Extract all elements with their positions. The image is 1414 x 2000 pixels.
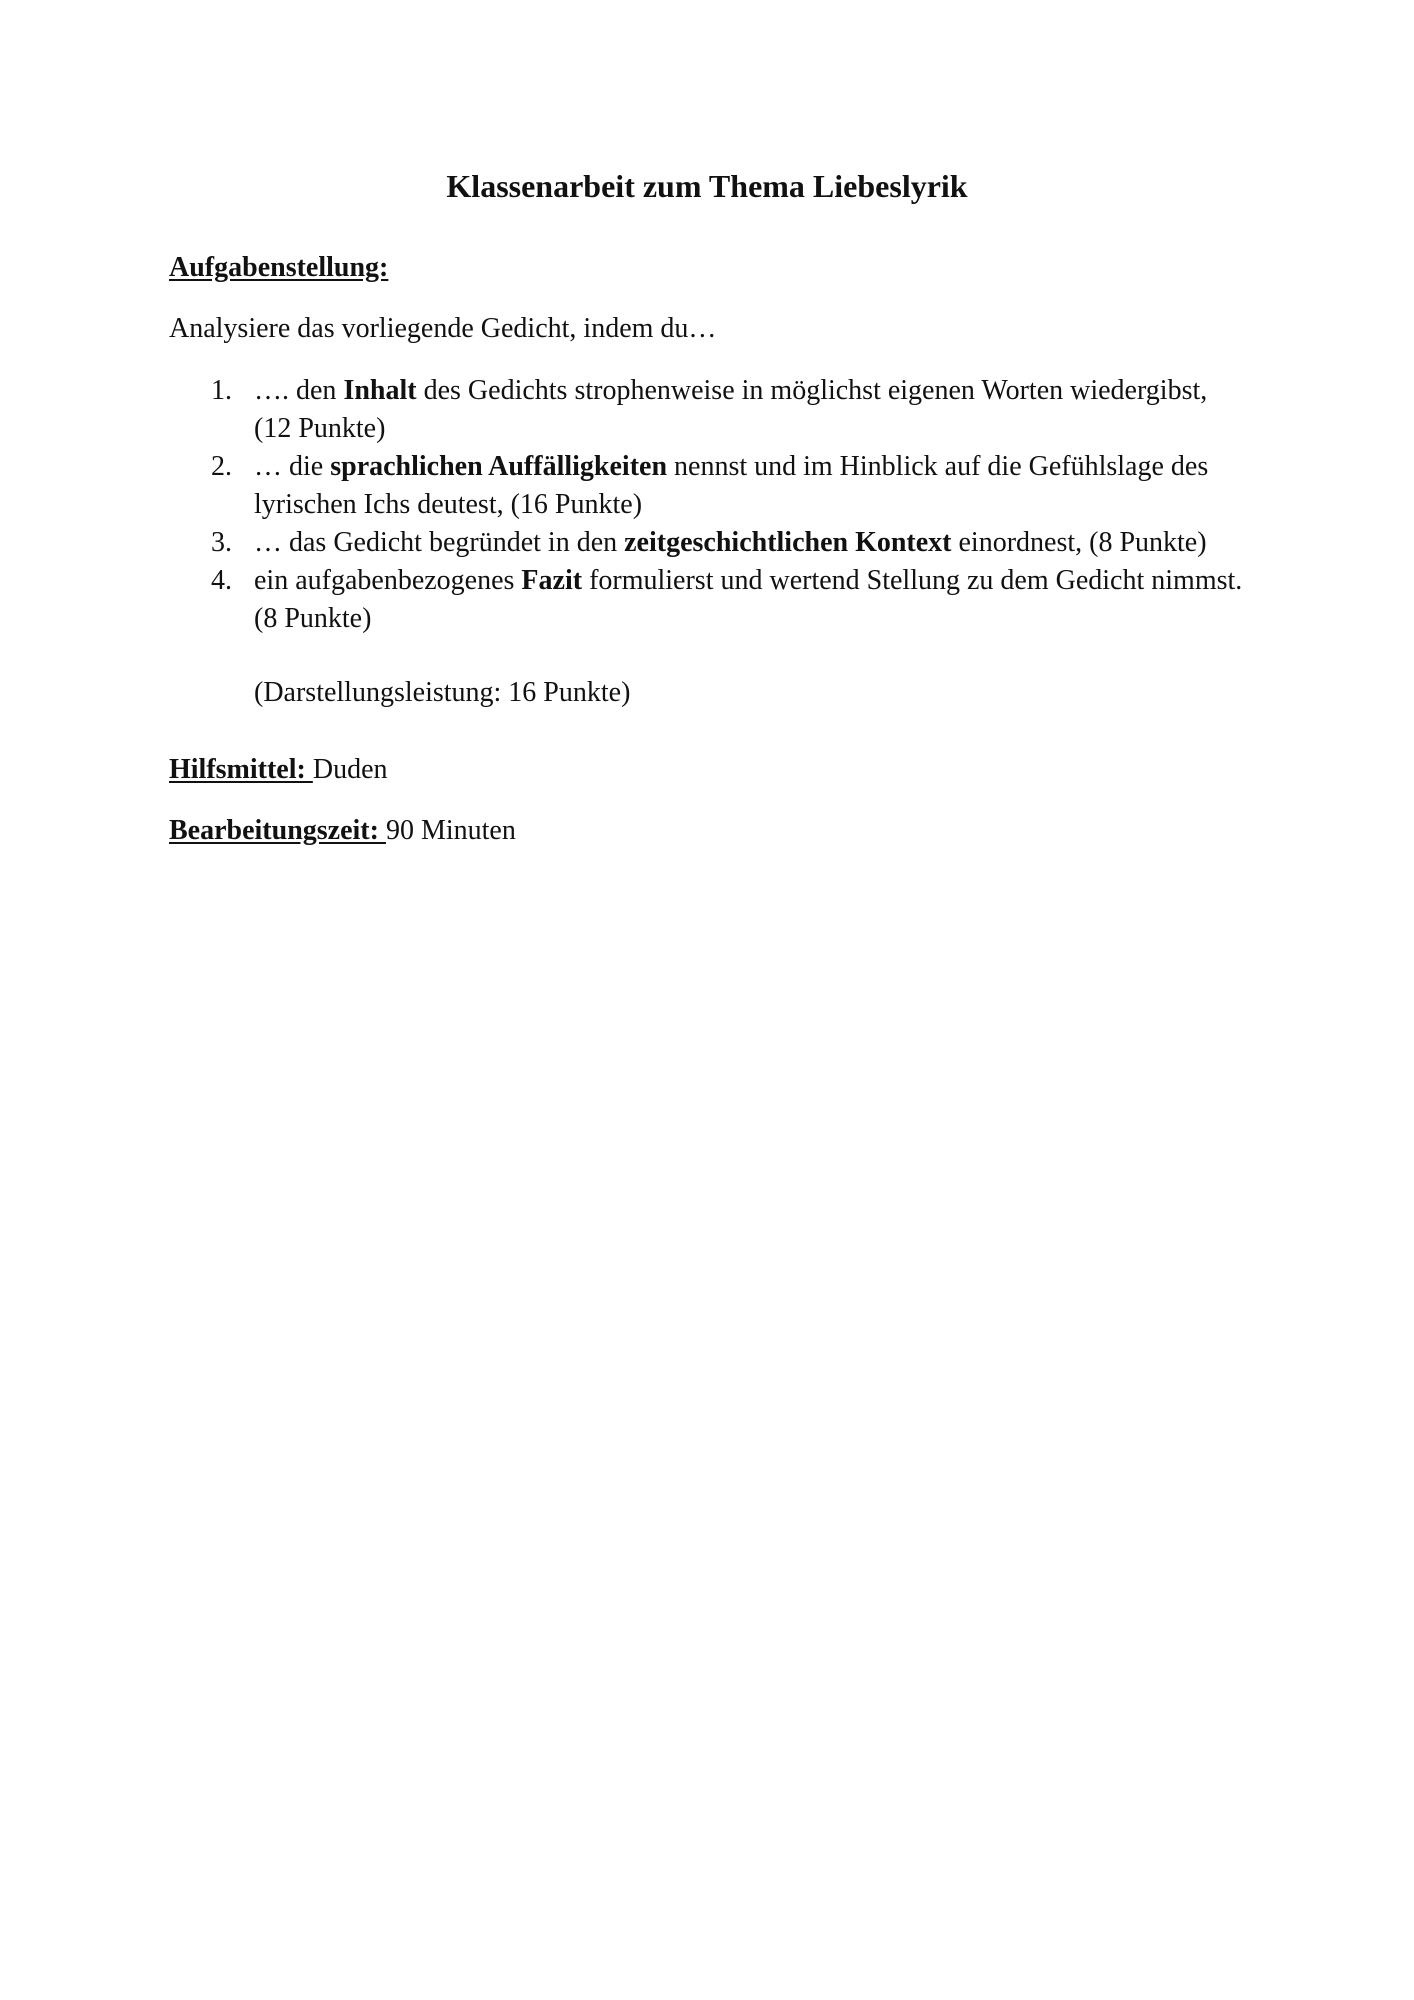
task-keyword: zeitgeschichtlichen Kontext [624,527,952,558]
task-item [169,372,1249,448]
task-text-part: ein aufgabenbezogenes [254,565,522,596]
aids-line [169,752,388,788]
task-text-part: formulierst und wertend Stellung zu dem Gedicht nimmst. (8 Punkte) [254,565,1243,634]
task-number: 1. [211,375,232,406]
time-value: 90 Minuten [385,815,516,846]
aids-label: Hilfsmittel: [169,754,313,785]
time-label: Bearbeitungszeit: [169,815,386,846]
task-heading: Aufgabenstellung: [169,252,389,283]
intro-text: Analysiere das vorliegende Gedicht, indem du… [169,313,717,344]
task-item [169,448,1249,524]
task-text [254,375,1207,444]
task-text-part: nennst und im Hinblick auf die Gefühlslage des lyrischen Ichs deutest, (16 Punkte) [254,451,1209,520]
task-text-part: … das Gedicht begründet in den [254,527,625,558]
task-text-part: des Gedichts strophenweise in möglichst eigenen Worten wiedergibst, (12 Punkte) [254,375,1208,444]
task-item [169,524,1249,562]
time-line [169,813,516,849]
task-keyword: Inhalt [343,375,417,406]
task-text [254,527,1207,558]
task-number: 2. [211,451,232,482]
aids-value: Duden [312,754,388,785]
task-keyword: Fazit [521,565,583,596]
task-item [169,562,1249,638]
task-number: 3. [211,527,232,558]
task-text-part: …. den [254,375,344,406]
task-number: 4. [211,565,232,596]
task-text-part: … die [254,451,331,482]
task-text-part: einordnest, (8 Punkte) [951,527,1207,558]
task-list [169,372,1249,638]
presentation-note: (Darstellungsleistung: 16 Punkte) [254,677,631,708]
task-text [254,565,1242,634]
task-text [254,451,1208,520]
task-keyword: sprachlichen Auffälligkeiten [330,451,668,482]
page-title: Klassenarbeit zum Thema Liebeslyrik [446,168,968,204]
